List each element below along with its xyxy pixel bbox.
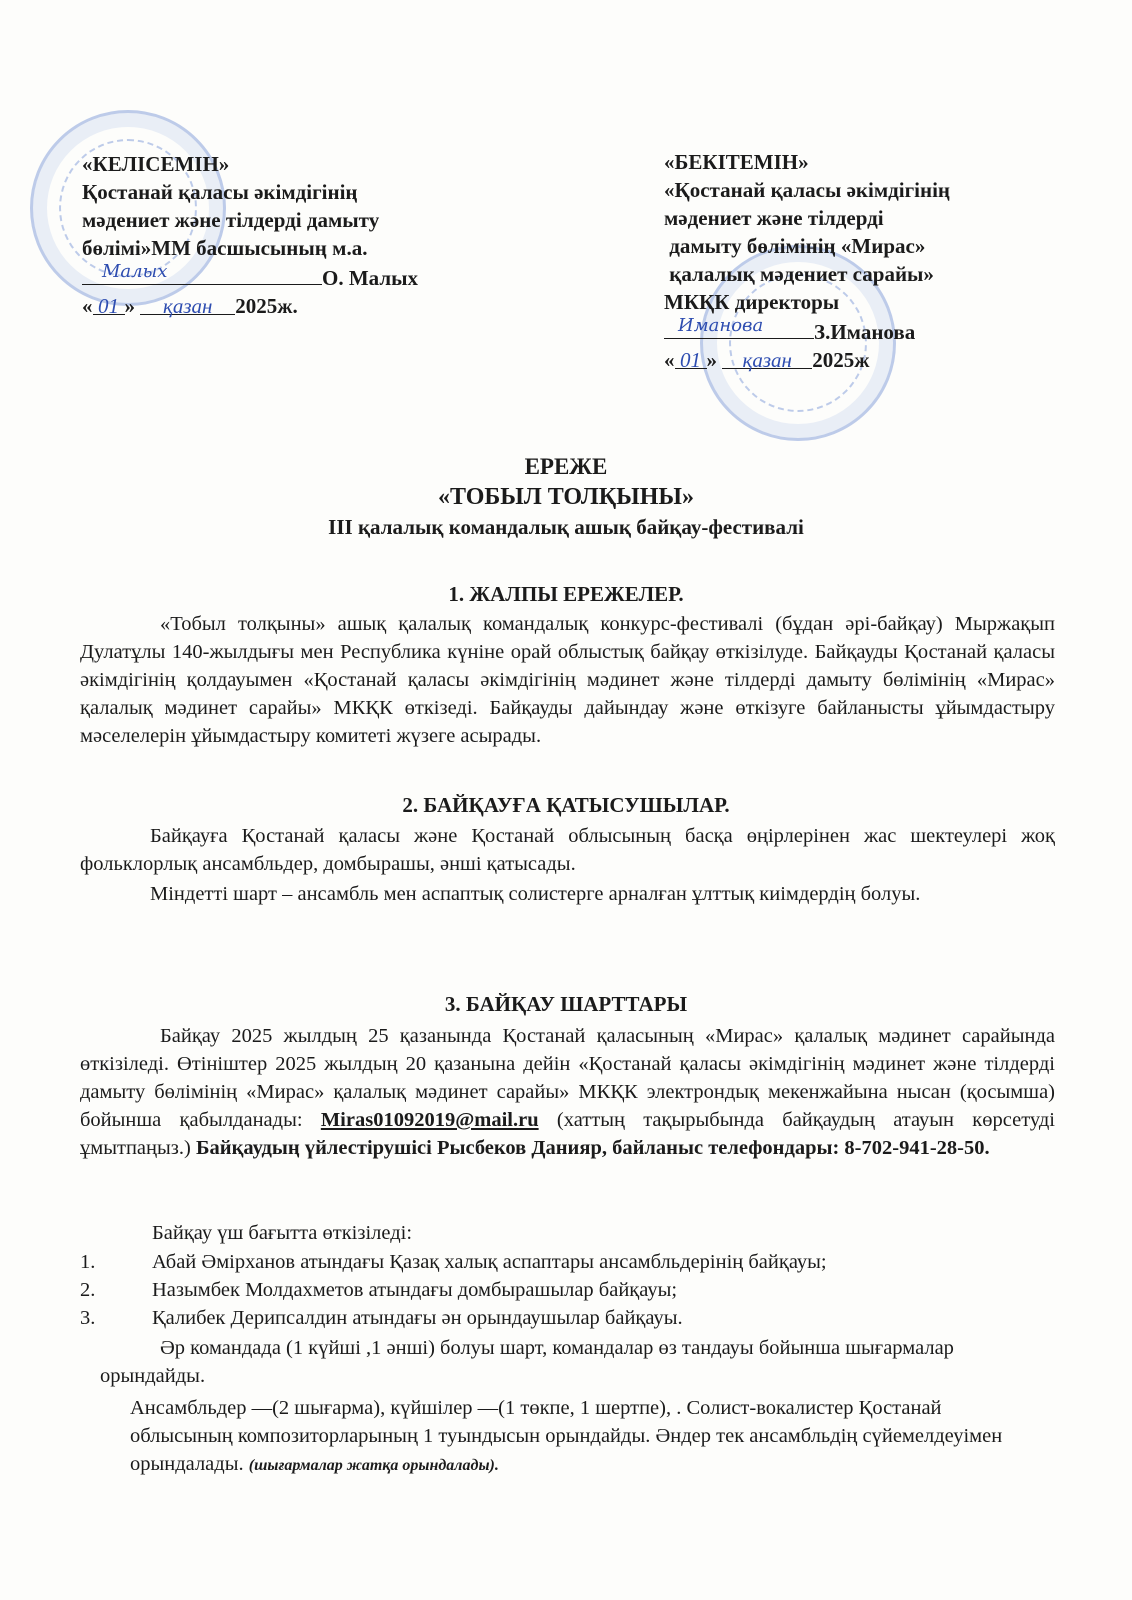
list-item: [80, 1276, 1070, 1304]
directions-intro: Байқау үш бағытта өткізіледі:: [152, 1222, 413, 1244]
approval-line: дамыту бөлімінің «Мирас»: [664, 234, 926, 258]
title-line-3: ІІІ қалалық командалық ашық байқау-фестивалі: [328, 515, 804, 539]
list-number: 2.: [80, 1279, 96, 1301]
section-3-p2: [80, 1219, 1055, 1247]
handwritten-signature-left: Малых: [102, 261, 168, 282]
directions-list: [80, 1248, 1070, 1332]
signature-underline: [664, 316, 814, 339]
performance-note: (шығармалар жатқа орындалады).: [248, 1457, 499, 1474]
section-2-body: Міндетті шарт – ансамбль мен аспаптық солистерге арналған ұлттық киімдердің болуы.: [150, 883, 921, 905]
coordinator-contact: Байқаудың үйлестірушісі Рысбеков Данияр, байланыс телефондары: 8-702-941-28-50.: [195, 1137, 990, 1159]
title-line-1: ЕРЕЖЕ: [524, 454, 608, 479]
approval-line: Қостанай қаласы әкімдігінің: [82, 180, 358, 204]
section-3-heading: 3. БАЙҚАУ ШАРТТАРЫ: [444, 992, 688, 1016]
section-3-p1: [80, 1022, 1055, 1162]
date-quote: «: [664, 348, 675, 372]
section-2-p2: [80, 880, 1055, 908]
approval-line: қалалық мәдениет сарайы»: [664, 262, 934, 286]
approval-block-approve: [664, 148, 950, 374]
section-1-body: «Тобыл толқыны» ашық қалалық командалық конкурс-фестивалі (бұдан әрі-байқау) Мыржақып Дулатұлы 140-жылдығы мен Республика күніне орай облыстық байқау өткізілуде. Байқауды Қостанай қаласы әкімдігінің қолдауымен «Қостанай қаласы әкімдігінің мәдинет және тілдерді дамыту бөлімінің «Мирас» қалалық мәдинет сарайы» МКҚК өткізеді. Байқауды дайындау және өткізуге байланысты ұйымдастыру мәселелерін ұйымдастыру комитеті жүзеге асырады.: [80, 613, 1055, 747]
title-line-2: «ТОБЫЛ ТОЛҚЫНЫ»: [438, 484, 694, 510]
section-3-body: Әр командада (1 күйші ,1 әнші) болуы шарт, командалар өз тандауы бойынша шығармалар орындайды.: [100, 1337, 954, 1387]
approval-line: МКҚК директоры: [664, 290, 840, 314]
date-line: [664, 346, 950, 374]
approval-block-agree: [82, 150, 418, 320]
date-month: қазан: [140, 292, 235, 315]
section-1-text: [80, 610, 1055, 750]
signature-line: [82, 262, 418, 292]
signer-name: О. Малых: [322, 266, 419, 290]
date-year: 2025ж.: [235, 294, 298, 318]
approval-heading: «БЕКІТЕМІН»: [664, 150, 809, 174]
date-year: 2025ж: [812, 348, 870, 372]
signer-name: З.Иманова: [814, 320, 916, 344]
section-2-p1: [80, 822, 1055, 878]
approval-heading: «КЕЛІСЕМІН»: [82, 152, 230, 176]
date-line: [82, 292, 418, 320]
date-day: 01: [675, 346, 707, 369]
section-2-body: Байқауға Қостанай қаласы және Қостанай облысының басқа өңірлерінен жас шектеулері жоқ фольклорлық ансамбльдер, домбырашы, әнші қатысады.: [80, 825, 1055, 875]
list-item: [80, 1304, 1070, 1332]
email-link[interactable]: Miras01092019@mail.ru: [320, 1109, 539, 1131]
date-month: қазан: [722, 346, 812, 369]
section-2-heading: 2. БАЙҚАУҒА ҚАТЫСУШЫЛАР.: [402, 793, 730, 817]
section-3-p3: [100, 1334, 970, 1390]
date-quote: »: [706, 348, 717, 372]
date-quote: «: [82, 294, 93, 318]
section-3-p4: [130, 1394, 1010, 1480]
date-quote: »: [124, 294, 135, 318]
approval-line: мәдениет және тілдерді: [664, 206, 884, 230]
approval-line: «Қостанай қаласы әкімдігінің: [664, 178, 951, 202]
approval-line: мәдениет және тілдерді дамыту: [82, 208, 380, 232]
approval-line: бөлімі»ММ басшысының м.а.: [82, 236, 368, 260]
list-text: Абай Әмірханов атындағы Қазақ халық аспаптары ансамбльдерінің байқауы;: [152, 1251, 827, 1273]
list-text: Назымбек Молдахметов атындағы домбырашылар байқауы;: [152, 1279, 678, 1301]
section-3-body: Ансамбльдер —(2 шығарма), күйшілер —(1 төкпе, 1 шертпе), . Солист-вокалистер Қостанай облысының композиторларының 1 туындысын орындайды. Әндер тек ансамбльдің сүйемелдеуімен орындалады.: [130, 1397, 1003, 1475]
list-text: Қалибек Дерипсалдин атындағы ән орындаушылар байқауы.: [152, 1307, 683, 1329]
section-1-heading: 1. ЖАЛПЫ ЕРЕЖЕЛЕР.: [448, 582, 684, 606]
section-3-body: Байқау 2025 жылдың 25 қазанында Қостанай қаласының «Мирас» қалалық мәдинет сарайында өткізіледі. Өтініштер 2025 жылдың 20 қазанына дейін «Қостанай қаласы әкімдігінің мәдинет және тілдерді дамыту бөлімінің «Мирас» қалалық мәдинет сарайы» МКҚК электрондық мекенжайына нысан (қосымша) бойынша қабылданады:: [80, 1025, 1055, 1131]
list-number: 1.: [80, 1251, 96, 1273]
signature-line: [664, 316, 950, 346]
signature-underline: [82, 262, 322, 285]
handwritten-signature-right: Иманова: [678, 315, 764, 336]
section-3-body: (хаттың тақырыбында байқаудың атауын көрсетуді ұмытпаңыз.): [80, 1109, 1055, 1159]
document-title: [0, 452, 1132, 542]
date-day: 01: [93, 292, 125, 315]
list-item: [80, 1248, 1070, 1276]
list-number: 3.: [80, 1307, 96, 1329]
